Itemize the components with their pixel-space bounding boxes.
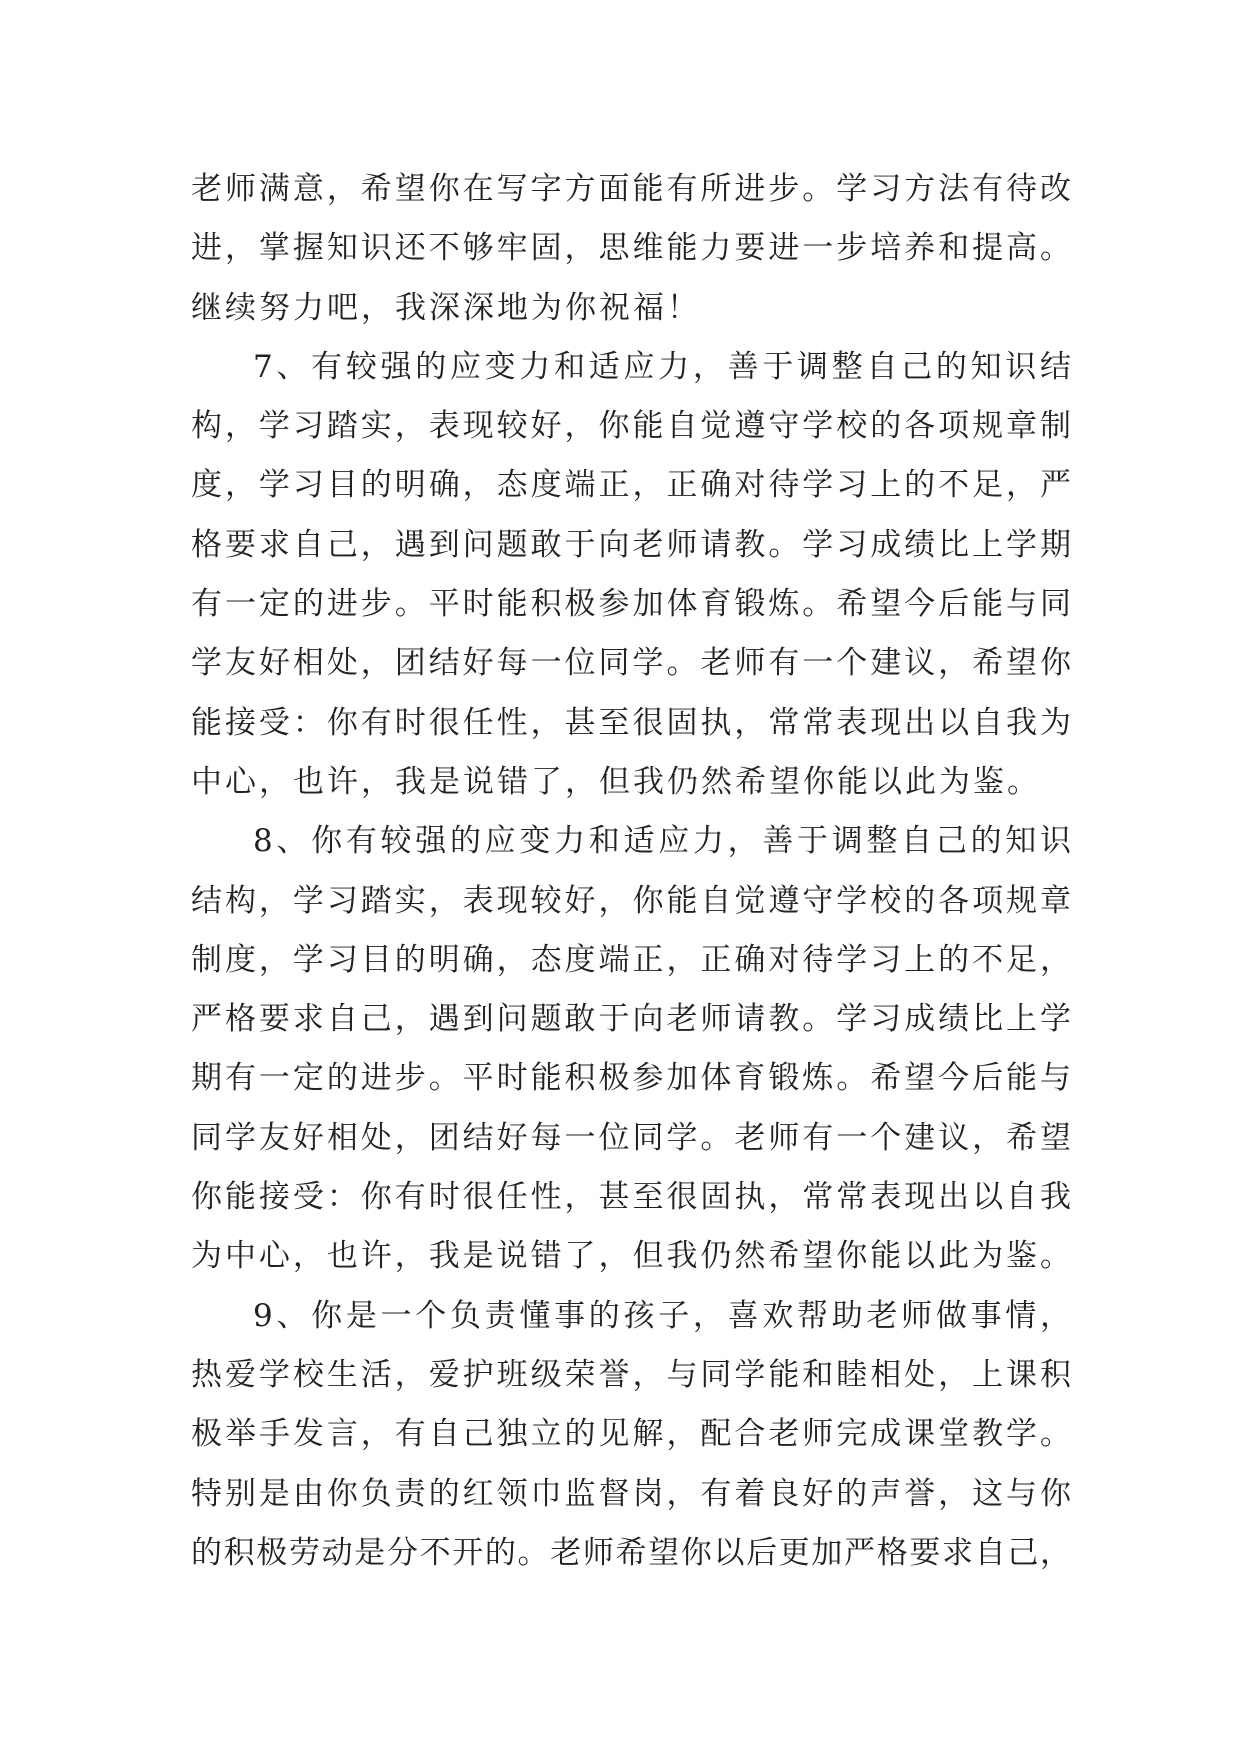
text-line: 格要求自己，遇到问题敢于向老师请教。学习成绩比上学期 <box>191 526 1071 563</box>
text-line: 8、你有较强的应变力和适应力，善于调整自己的知识 <box>253 823 1071 860</box>
text-line: 同学友好相处，团结好每一位同学。老师有一个建议，希望 <box>191 1119 1071 1156</box>
text-line: 学友好相处，团结好每一位同学。老师有一个建议，希望你 <box>191 645 1071 682</box>
text-line: 极举手发言，有自己独立的见解，配合老师完成课堂教学。 <box>191 1416 1071 1453</box>
text-line: 构，学习踏实，表现较好，你能自觉遵守学校的各项规章制 <box>191 408 1071 445</box>
text-line: 有一定的进步。平时能积极参加体育锻炼。希望今后能与同 <box>191 586 1071 623</box>
text-line: 进，掌握知识还不够牢固，思维能力要进一步培养和提高。 <box>191 230 1071 267</box>
text-line: 你能接受：你有时很任性，甚至很固执，常常表现出以自我 <box>191 1179 1071 1216</box>
text-line: 为中心，也许，我是说错了，但我仍然希望你能以此为鉴。 <box>191 1238 1071 1275</box>
text-line: 特别是由你负责的红领巾监督岗，有着良好的声誉，这与你 <box>191 1475 1071 1512</box>
text-line: 严格要求自己，遇到问题敢于向老师请教。学习成绩比上学 <box>191 1001 1071 1038</box>
paragraph-7 <box>191 338 1071 812</box>
text-line: 9、你是一个负责懂事的孩子，喜欢帮助老师做事情， <box>253 1297 1071 1334</box>
text-line: 期有一定的进步。平时能积极参加体育锻炼。希望今后能与 <box>191 1060 1071 1097</box>
text-line: 中心，也许，我是说错了，但我仍然希望你能以此为鉴。 <box>191 763 1041 800</box>
text-line: 继续努力吧，我深深地为你祝福！ <box>191 289 701 326</box>
text-line: 的积极劳动是分不开的。老师希望你以后更加严格要求自己， <box>191 1534 1071 1571</box>
paragraph-9 <box>191 1287 1071 1583</box>
paragraph-8 <box>191 812 1071 1286</box>
text-line: 结构，学习踏实，表现较好，你能自觉遵守学校的各项规章 <box>191 882 1071 919</box>
text-line: 度，学习目的明确，态度端正，正确对待学习上的不足，严 <box>191 467 1071 504</box>
document-body <box>191 160 1071 1583</box>
text-line: 7、有较强的应变力和适应力，善于调整自己的知识结 <box>253 348 1071 385</box>
text-line: 热爱学校生活，爱护班级荣誉，与同学能和睦相处，上课积 <box>191 1356 1071 1393</box>
text-line: 制度，学习目的明确，态度端正，正确对待学习上的不足， <box>191 941 1071 978</box>
text-line: 能接受：你有时很任性，甚至很固执，常常表现出以自我为 <box>191 704 1071 741</box>
text-line: 老师满意，希望你在写字方面能有所进步。学习方法有待改 <box>191 171 1071 207</box>
paragraph-6-continued <box>191 160 1071 338</box>
